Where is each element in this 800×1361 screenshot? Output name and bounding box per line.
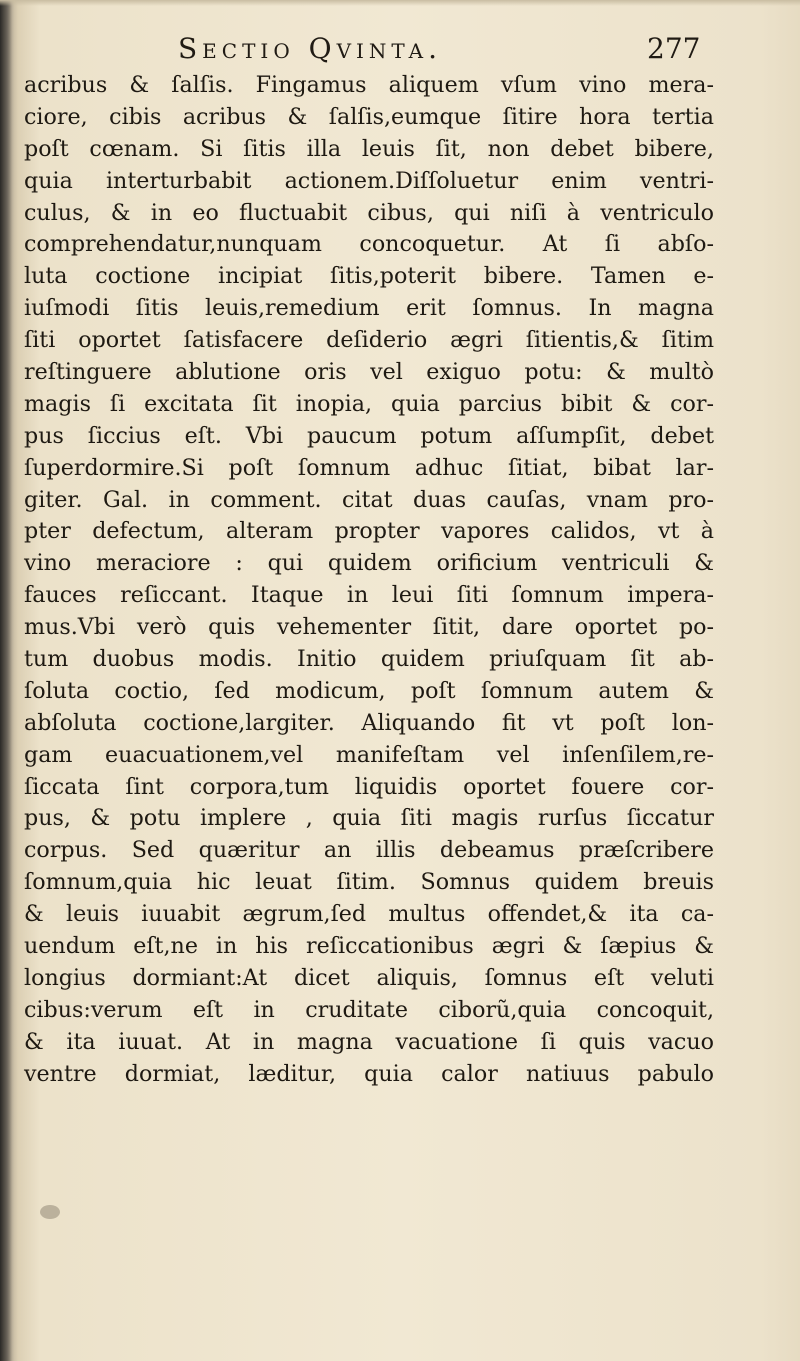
text-line: ſuperdormire.Si poſt ſomnum adhuc ſitiat, bibat lar- [24,454,714,481]
text-line: ſoluta coctio, ſed modicum, poſt ſomnum autem & [24,677,714,704]
text-line: corpus. Sed quæritur an illis debeamus præſcribere [24,837,714,864]
text-line: acribus & ſalſis. Fingamus aliquem vſum vino mera- [24,72,714,98]
text-line: culus, & in eo fluctuabit cibus, qui niſi à ventriculo [24,199,714,226]
text-line: giter. Gal. in comment. citat duas cauſas, vnam pro- [24,486,714,513]
text-line: abſoluta coctione,largiter. Aliquando fit vt poſt lon- [24,709,714,736]
page-top-edge [0,0,800,6]
text-line: luta coctione incipiat ſitis,poterit bibere. Tamen e- [24,263,714,290]
text-line: reſtinguere ablutione oris vel exiguo potu: & multò [24,359,714,386]
text-line: ventre dormiat, læditur, quia calor natiuus pabulo [24,1060,714,1087]
text-line: & ita iuuat. At in magna vacuatione ſi quis vacuo [24,1028,714,1055]
text-line: tum duobus modis. Initio quidem priuſquam ſit ab- [24,646,714,673]
text-line: longius dormiant:At dicet aliquis, ſomnus eſt veluti [24,964,714,991]
text-line: magis ſi excitata ſit inopia, quia parcius bibit & cor- [24,390,714,417]
text-line: iuſmodi ſitis leuis,remedium erit ſomnus. In magna [24,295,714,322]
text-line: uendum eſt,ne in his reſiccationibus ægri & ſæpius & [24,933,714,960]
text-line: gam euacuationem,vel manifeſtam vel inſenſilem,re- [24,741,714,768]
page-header [0,30,800,70]
ink-smudge [40,1205,60,1219]
body-text [24,70,714,1091]
running-title: Sectio Qvinta. [178,32,443,65]
text-line: ciore, cibis acribus & ſalſis,eumque ſitire hora tertia [24,103,714,130]
page-number: 277 [647,32,701,65]
binding-gutter-shadow [0,0,18,1361]
text-line: vino meraciore : qui quidem orificium ventriculi & [24,550,714,577]
text-line: pus, & potu implere , quia ſiti magis rurſus ſiccatur [24,805,714,832]
text-line: comprehendatur,nunquam concoquetur. At ſi abſo- [24,231,714,258]
text-line: mus.Vbi verò quis vehementer ſitit, dare oportet po- [24,614,714,641]
text-line: pus ſiccius eſt. Vbi paucum potum aſſumpſit, debet [24,422,714,449]
text-line: & leuis iuuabit ægrum,ſed multus offendet,& ita ca- [24,901,714,928]
text-line: cibus:verum eſt in cruditate ciborũ,quia concoquit, [24,996,714,1023]
text-line: quia interturbabit actionem.Diſſoluetur enim ventri- [24,167,714,194]
text-line: ſiti oportet ſatisfacere deſiderio ægri ſitientis,& ſitim [24,327,714,354]
text-line: ſomnum,quia hic leuat ſitim. Somnus quidem breuis [24,869,714,896]
text-line: pter defectum, alteram propter vapores calidos, vt à [24,518,714,545]
text-line: poſt cœnam. Si ſitis illa leuis ſit, non debet bibere, [24,135,714,162]
text-line: ſiccata ſint corpora,tum liquidis oportet fouere cor- [24,773,714,800]
text-line: fauces reſiccant. Itaque in leui ſiti ſomnum impera- [24,582,714,609]
